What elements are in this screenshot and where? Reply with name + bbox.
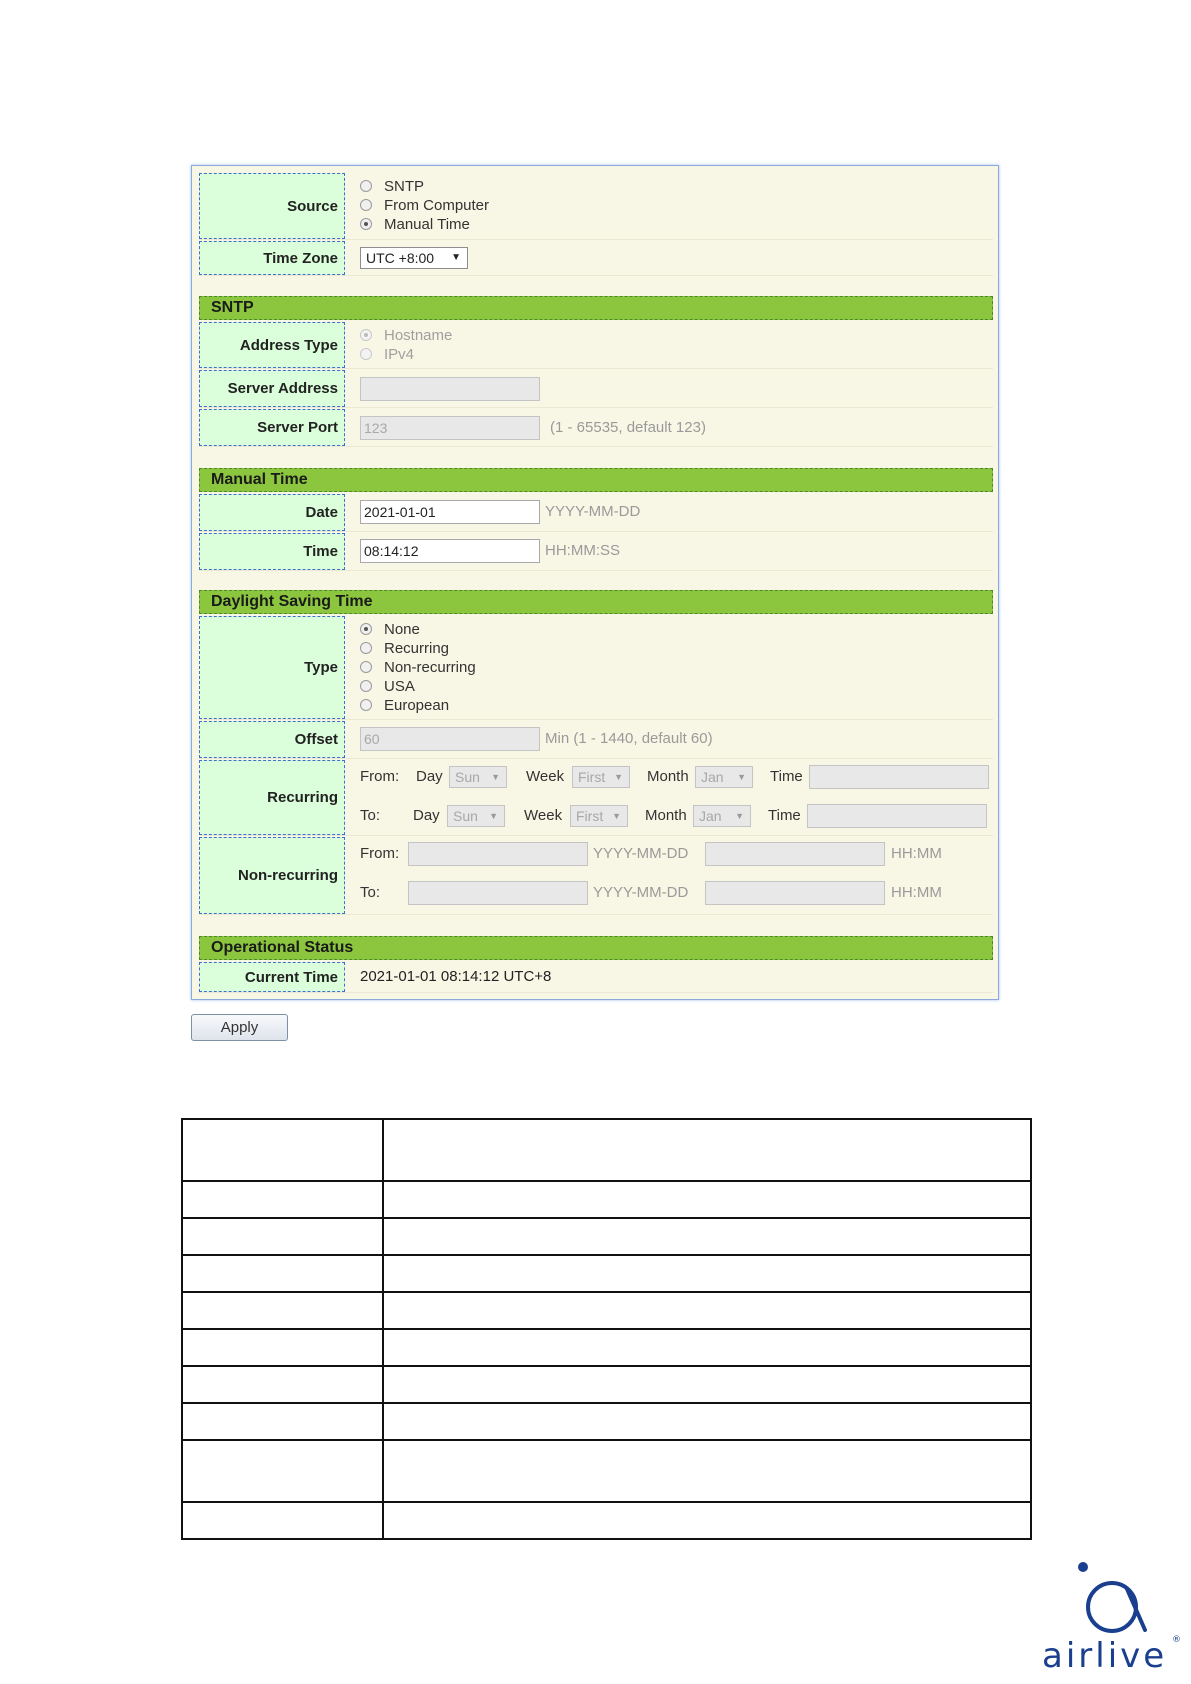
dst-type-option-usa[interactable]: USA: [360, 677, 415, 695]
table-row: [182, 1181, 1031, 1218]
recurring-from-week-label: Week: [526, 768, 565, 785]
non-recurring-from-date-input[interactable]: [408, 842, 588, 866]
table-row: [182, 1119, 1031, 1181]
recurring-to-month-label: Month: [645, 807, 687, 824]
chevron-down-icon: ▼: [451, 252, 461, 263]
section-header-operational-status: Operational Status: [199, 936, 993, 960]
non-recurring-to-time-input[interactable]: [705, 881, 885, 905]
recurring-label: Recurring: [199, 760, 345, 835]
server-port-row: [199, 409, 993, 447]
recurring-from-day-label: Day: [416, 768, 443, 785]
dst-type-option-recurring[interactable]: Recurring: [360, 639, 449, 657]
current-time-row: [199, 962, 993, 993]
recurring-to-day-select[interactable]: Sun ▼: [447, 805, 505, 827]
date-row: [199, 494, 993, 532]
recurring-from-time-label: Time: [770, 768, 803, 785]
time-zone-row: [199, 241, 993, 276]
recurring-row: [199, 760, 993, 836]
radio-selected-icon[interactable]: [360, 329, 372, 341]
date-label: Date: [199, 494, 345, 531]
recurring-to-week-select[interactable]: First ▼: [570, 805, 628, 827]
recurring-to-label: To:: [360, 807, 381, 824]
non-recurring-label: Non-recurring: [199, 837, 345, 914]
chevron-down-icon: ▼: [737, 772, 746, 782]
time-zone-label: Time Zone: [199, 241, 345, 275]
dst-type-option-none[interactable]: None: [360, 620, 420, 638]
non-recurring-from-label: From:: [360, 845, 400, 862]
radio-icon[interactable]: [360, 180, 372, 192]
recurring-from-time-input[interactable]: [809, 765, 989, 789]
source-option-sntp[interactable]: SNTP: [360, 177, 424, 195]
time-row: [199, 533, 993, 571]
section-header-manual-time: Manual Time: [199, 468, 993, 492]
server-address-input[interactable]: [360, 377, 540, 401]
time-format-hint: HH:MM:SS: [545, 542, 620, 559]
source-option-manual-time[interactable]: Manual Time: [360, 215, 470, 233]
non-recurring-from-time-hint: HH:MM: [891, 845, 942, 862]
registered-mark: ®: [1172, 1635, 1181, 1645]
dst-type-row: [199, 616, 993, 720]
logo-text: airlive: [1042, 1636, 1168, 1676]
table-row: [182, 1440, 1031, 1502]
chevron-down-icon: ▼: [614, 772, 623, 782]
recurring-to-day-label: Day: [413, 807, 440, 824]
radio-icon[interactable]: [360, 642, 372, 654]
recurring-to-time-label: Time: [768, 807, 801, 824]
radio-icon[interactable]: [360, 699, 372, 711]
source-options: [360, 173, 993, 239]
date-input[interactable]: 2021-01-01: [360, 500, 540, 524]
logo-dot: [1078, 1562, 1088, 1572]
non-recurring-row: [199, 837, 993, 915]
dst-type-label: Type: [199, 616, 345, 719]
offset-label: Offset: [199, 721, 345, 758]
chevron-down-icon: ▼: [489, 811, 498, 821]
recurring-from-day-select[interactable]: Sun ▼: [449, 766, 507, 788]
source-row: [199, 173, 993, 240]
table-row: [182, 1292, 1031, 1329]
non-recurring-from-time-input[interactable]: [705, 842, 885, 866]
source-option-from-computer[interactable]: From Computer: [360, 196, 489, 214]
current-time-label: Current Time: [199, 962, 345, 992]
table-row: [182, 1255, 1031, 1292]
offset-hint: Min (1 - 1440, default 60): [545, 730, 713, 747]
time-zone-select[interactable]: UTC +8:00 ▼: [360, 247, 468, 269]
radio-selected-icon[interactable]: [360, 623, 372, 635]
time-input[interactable]: 08:14:12: [360, 539, 540, 563]
time-label: Time: [199, 533, 345, 570]
description-table: [181, 1118, 1032, 1540]
section-header-sntp: SNTP: [199, 296, 993, 320]
server-address-row: [199, 370, 993, 408]
chevron-down-icon: ▼: [612, 811, 621, 821]
radio-icon[interactable]: [360, 199, 372, 211]
non-recurring-to-date-input[interactable]: [408, 881, 588, 905]
dst-type-option-european[interactable]: European: [360, 696, 449, 714]
table-row: [182, 1329, 1031, 1366]
address-type-row: [199, 322, 993, 369]
radio-selected-icon[interactable]: [360, 218, 372, 230]
source-label: Source: [199, 173, 345, 239]
recurring-from-month-select[interactable]: Jan ▼: [695, 766, 753, 788]
table-row: [182, 1403, 1031, 1440]
server-port-hint: (1 - 65535, default 123): [550, 419, 706, 436]
server-port-label: Server Port: [199, 409, 345, 446]
address-type-label: Address Type: [199, 322, 345, 368]
chevron-down-icon: ▼: [491, 772, 500, 782]
address-type-option-ipv4[interactable]: IPv4: [360, 345, 414, 363]
apply-button[interactable]: Apply: [191, 1014, 288, 1041]
non-recurring-to-date-hint: YYYY-MM-DD: [593, 884, 689, 901]
airlive-logo: [1040, 1555, 1180, 1675]
recurring-to-month-select[interactable]: Jan ▼: [693, 805, 751, 827]
non-recurring-from-date-hint: YYYY-MM-DD: [593, 845, 689, 862]
address-type-option-hostname[interactable]: Hostname: [360, 326, 452, 344]
recurring-to-time-input[interactable]: [807, 804, 987, 828]
chevron-down-icon: ▼: [735, 811, 744, 821]
current-time-value: 2021-01-01 08:14:12 UTC+8: [360, 968, 552, 985]
recurring-from-week-select[interactable]: First ▼: [572, 766, 630, 788]
table-row: [182, 1502, 1031, 1539]
recurring-from-month-label: Month: [647, 768, 689, 785]
server-port-input[interactable]: 123: [360, 416, 540, 440]
time-settings-panel: [191, 165, 999, 1000]
radio-icon[interactable]: [360, 680, 372, 692]
section-header-daylight-saving: Daylight Saving Time: [199, 590, 993, 614]
offset-row: [199, 721, 993, 759]
non-recurring-to-time-hint: HH:MM: [891, 884, 942, 901]
table-row: [182, 1366, 1031, 1403]
recurring-to-week-label: Week: [524, 807, 563, 824]
offset-input[interactable]: 60: [360, 727, 540, 751]
non-recurring-to-label: To:: [360, 884, 381, 901]
radio-icon[interactable]: [360, 348, 372, 360]
dst-type-option-non-recurring[interactable]: Non-recurring: [360, 658, 476, 676]
radio-icon[interactable]: [360, 661, 372, 673]
server-address-label: Server Address: [199, 370, 345, 407]
table-row: [182, 1218, 1031, 1255]
recurring-from-label: From:: [360, 768, 400, 785]
date-format-hint: YYYY-MM-DD: [545, 503, 641, 520]
